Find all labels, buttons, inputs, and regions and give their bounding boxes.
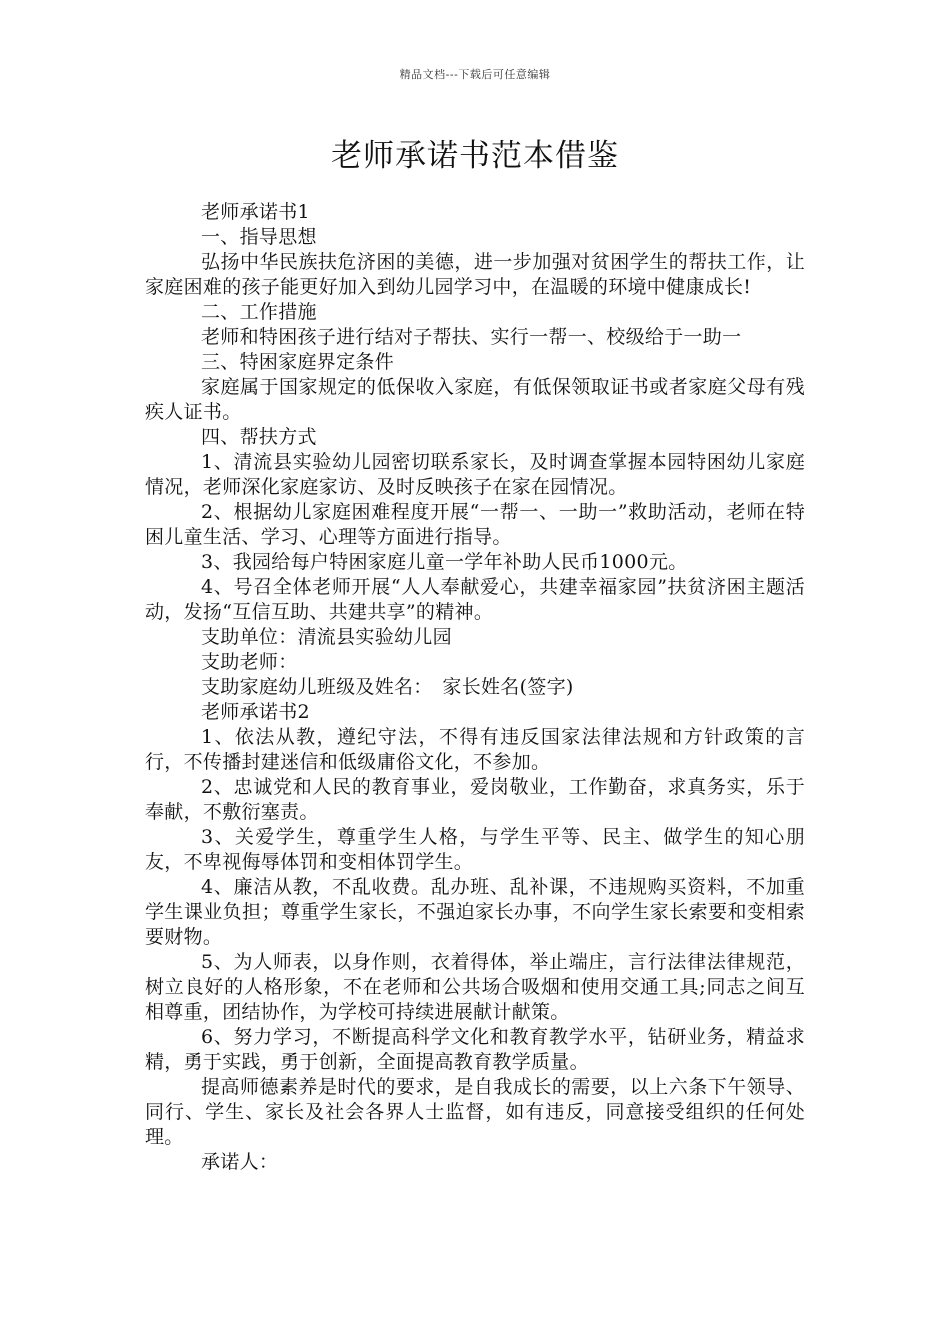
paragraph: 提高师德素养是时代的要求，是自我成长的需要，以上六条下午领导、同行、学生、家长及社会各界人士监督，如有违反，同意接受组织的任何处理。 (145, 1076, 805, 1148)
paragraph: 二、工作措施 (201, 301, 317, 323)
paragraph: 支助单位：清流县实验幼儿园 (201, 626, 452, 648)
paragraph: 老师承诺书1 (201, 201, 310, 223)
paragraph: 5、为人师表，以身作则，衣着得体，举止端庄，言行法律法律规范，树立良好的人格形象，不在老师和公共场合吸烟和使用交通工具;同志之间互相尊重，团结协作，为学校可持续进展献计献策。 (145, 951, 805, 1023)
paragraph: 1、清流县实验幼儿园密切联系家长，及时调查掌握本园特困幼儿家庭情况，老师深化家庭家访、及时反映孩子在家在园情况。 (145, 451, 805, 498)
paragraph: 2、根据幼儿家庭困难程度开展“一帮一、一助一”救助活动，老师在特困儿童生活、学习、心理等方面进行指导。 (145, 501, 805, 548)
header-note: 精品文档---下载后可任意编辑 (399, 68, 551, 81)
document-title: 老师承诺书范本借鉴 (331, 138, 619, 174)
paragraph: 三、特困家庭界定条件 (201, 351, 395, 373)
paragraph: 四、帮扶方式 (201, 426, 317, 448)
paragraph: 承诺人： (201, 1151, 279, 1173)
paragraph: 4、廉洁从教，不乱收费。乱办班、乱补课，不违规购买资料，不加重学生课业负担；尊重学生家长，不强迫家长办事，不向学生家长索要和变相索要财物。 (145, 876, 805, 948)
paragraph: 一、指导思想 (201, 226, 317, 248)
paragraph: 弘扬中华民族扶危济困的美德，进一步加强对贫困学生的帮扶工作，让家庭困难的孩子能更好加入到幼儿园学习中，在温暖的环境中健康成长! (145, 251, 805, 298)
paragraph: 支助老师： (201, 651, 298, 673)
paragraph: 老师承诺书2 (201, 701, 310, 723)
paragraph: 老师和特困孩子进行结对子帮扶、实行一帮一、校级给于一助一 (201, 326, 742, 348)
document-body (145, 200, 805, 1175)
paragraph: 家庭属于国家规定的低保收入家庭，有低保领取证书或者家庭父母有残疾人证书。 (145, 376, 805, 423)
paragraph: 支助家庭幼儿班级及姓名： 家长姓名(签字) (201, 676, 574, 698)
paragraph: 3、我园给每户特困家庭儿童一学年补助人民币1000元。 (201, 551, 688, 573)
paragraph: 2、忠诚党和人民的教育事业，爱岗敬业，工作勤奋，求真务实，乐于奉献，不敷衍塞责。 (145, 776, 805, 823)
paragraph: 4、号召全体老师开展“人人奉献爱心，共建幸福家园”扶贫济困主题活动，发扬“互信互助、共建共享”的精神。 (145, 576, 805, 623)
paragraph: 6、努力学习，不断提高科学文化和教育教学水平，钻研业务，精益求精，勇于实践，勇于创新，全面提高教育教学质量。 (145, 1026, 805, 1073)
paragraph: 3、关爱学生，尊重学生人格，与学生平等、民主、做学生的知心朋友，不卑视侮辱体罚和变相体罚学生。 (145, 826, 805, 873)
paragraph: 1、依法从教，遵纪守法，不得有违反国家法律法规和方针政策的言行，不传播封建迷信和低级庸俗文化，不参加。 (145, 726, 805, 773)
